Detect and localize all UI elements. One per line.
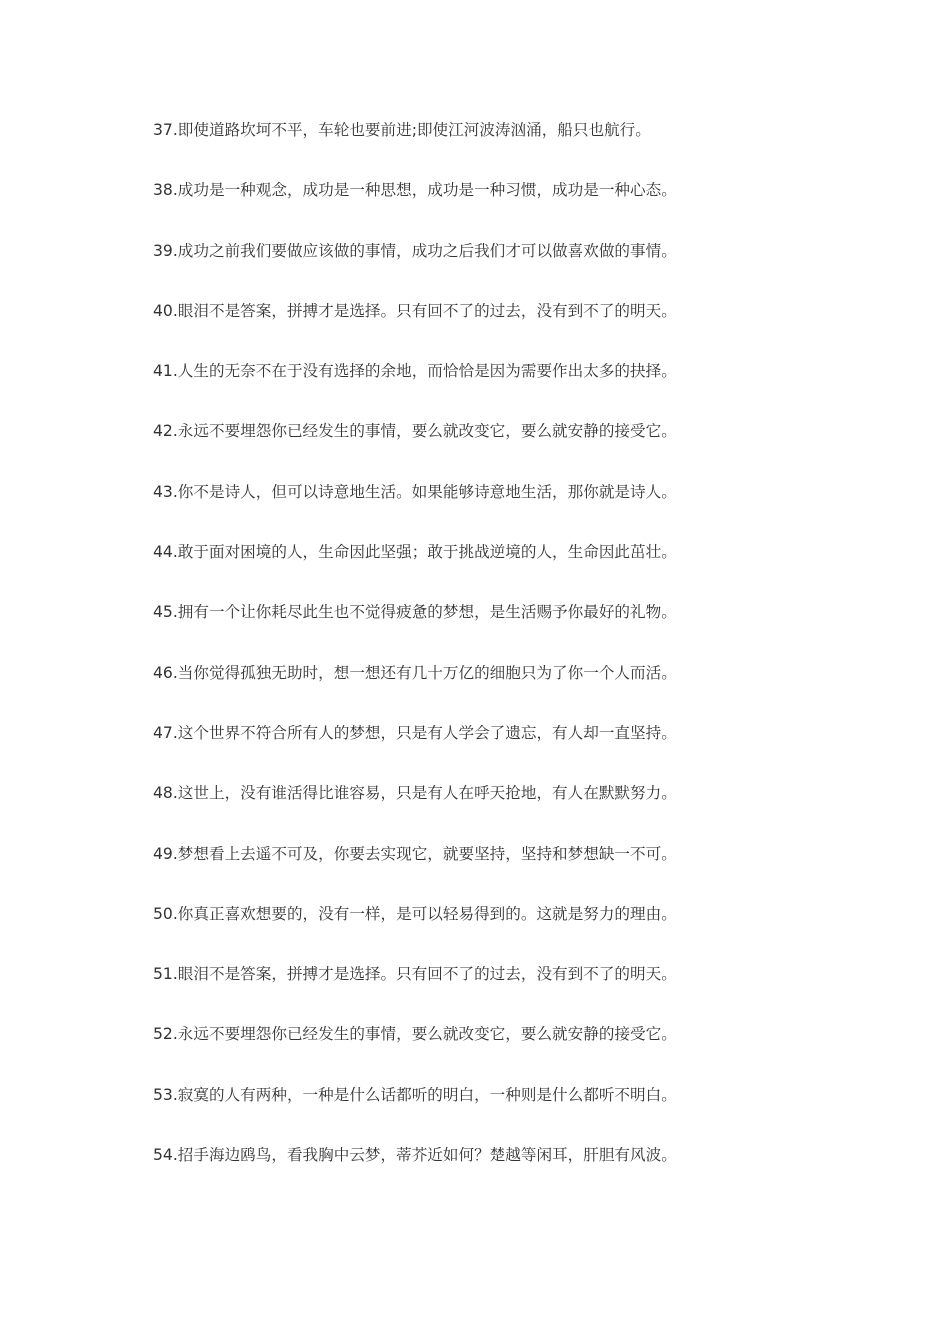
quote-line-43: 43.你不是诗人，但可以诗意地生活。如果能够诗意地生活，那你就是诗人。: [153, 482, 677, 501]
quote-line-37: 37.即使道路坎坷不平，车轮也要前进;即使江河波涛汹涌，船只也航行。: [153, 121, 651, 139]
quote-line-45: 45.拥有一个让你耗尽此生也不觉得疲惫的梦想，是生活赐予你最好的礼物。: [153, 603, 677, 622]
quote-line-52: 52.永远不要埋怨你已经发生的事情，要么就改变它，要么就安静的接受它。: [153, 1025, 677, 1044]
quote-line-40: 40.眼泪不是答案，拼搏才是选择。只有回不了的过去，没有到不了的明天。: [153, 301, 677, 320]
quote-line-49: 49.梦想看上去遥不可及，你要去实现它，就要坚持，坚持和梦想缺一不可。: [153, 844, 677, 863]
quote-line-53: 53.寂寞的人有两种，一种是什么话都听的明白，一种则是什么都听不明白。: [153, 1085, 677, 1104]
quote-line-39: 39.成功之前我们要做应该做的事情，成功之后我们才可以做喜欢做的事情。: [153, 241, 677, 260]
quote-line-42: 42.永远不要埋怨你已经发生的事情，要么就改变它，要么就安静的接受它。: [153, 422, 677, 441]
quote-line-51: 51.眼泪不是答案，拼搏才是选择。只有回不了的过去，没有到不了的明天。: [153, 965, 677, 984]
quote-line-44: 44.敢于面对困境的人，生命因此坚强；敢于挑战逆境的人，生命因此茁壮。: [153, 543, 677, 562]
quote-line-46: 46.当你觉得孤独无助时，想一想还有几十万亿的细胞只为了你一个人而活。: [153, 663, 677, 682]
quote-line-54: 54.招手海边鸥鸟，看我胸中云梦，蒂芥近如何？楚越等闲耳，肝胆有风波。: [153, 1146, 677, 1165]
quote-line-38: 38.成功是一种观念，成功是一种思想，成功是一种习惯，成功是一种心态。: [153, 181, 677, 200]
quote-line-48: 48.这世上，没有谁活得比谁容易，只是有人在呼天抢地，有人在默默努力。: [153, 784, 677, 803]
quote-list: [153, 117, 773, 1202]
quote-line-50: 50.你真正喜欢想要的，没有一样，是可以轻易得到的。这就是努力的理由。: [153, 904, 677, 923]
quote-line-41: 41.人生的无奈不在于没有选择的余地，而恰恰是因为需要作出太多的抉择。: [153, 362, 677, 381]
quote-line-47: 47.这个世界不符合所有人的梦想，只是有人学会了遗忘，有人却一直坚持。: [153, 723, 677, 742]
